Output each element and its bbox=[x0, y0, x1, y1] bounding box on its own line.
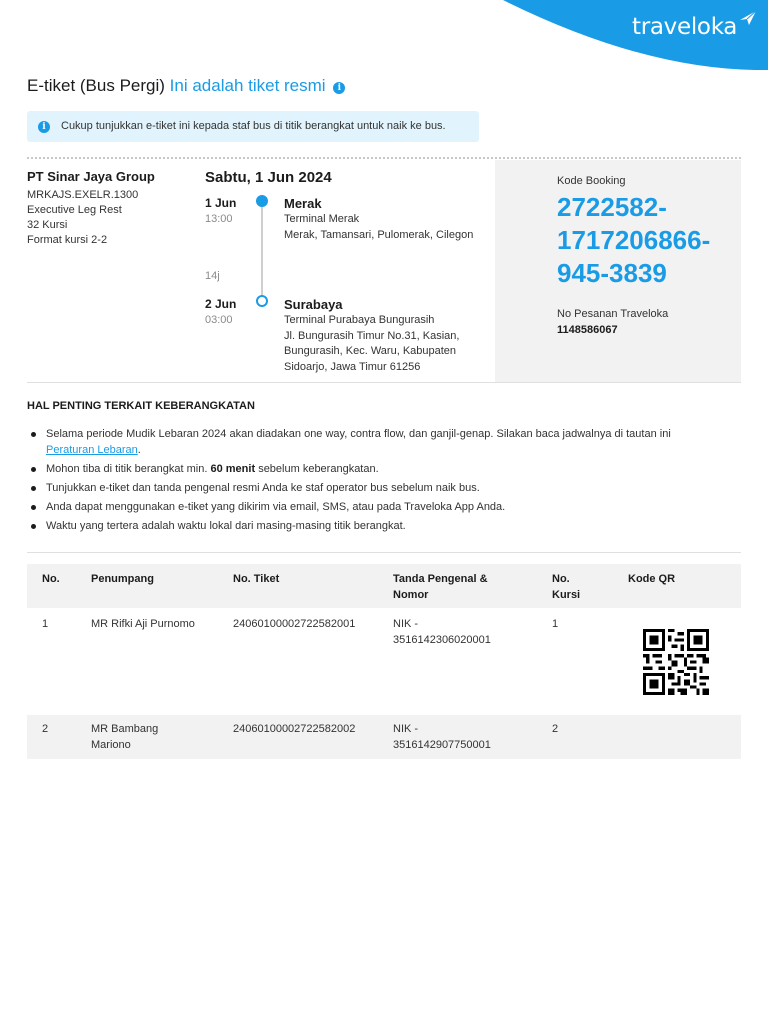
id-number: 3516142306020001 bbox=[393, 633, 491, 646]
header-line: Tanda Pengenal & bbox=[393, 573, 488, 585]
id-type: NIK - bbox=[393, 618, 419, 630]
divider bbox=[27, 157, 741, 159]
id-number: 3516142907750001 bbox=[393, 738, 491, 751]
note-text: Selama periode Mudik Lebaran 2024 akan diadakan one way, contra flow, dan ganjil-genap. Silakan baca jadwalnya di tautan ini bbox=[46, 428, 671, 440]
list-item: Tunjukkan e-tiket dan tanda pengenal resmi Anda ke staf operator bus sebelum naik bus. bbox=[27, 481, 741, 497]
column-header-id bbox=[393, 572, 488, 603]
booking-code-label: Kode Booking bbox=[557, 175, 626, 187]
info-icon: i bbox=[38, 121, 50, 133]
departure-date: 1 Jun bbox=[205, 196, 237, 210]
passenger-name bbox=[91, 722, 158, 753]
arrival-terminal: Terminal Purabaya Bungurasih bbox=[284, 314, 435, 326]
page-title bbox=[27, 76, 345, 96]
arrival-minutes: 60 menit bbox=[210, 462, 256, 475]
official-ticket-label: Ini adalah tiket resmi bbox=[169, 76, 326, 95]
column-header-passenger: Penumpang bbox=[91, 573, 154, 585]
trip-duration: 14j bbox=[205, 270, 220, 282]
bird-logo-icon bbox=[738, 8, 758, 28]
name-line: Mariono bbox=[91, 738, 131, 751]
column-header-qr: Kode QR bbox=[628, 573, 676, 585]
id-document bbox=[393, 722, 491, 753]
note-text: . bbox=[137, 443, 141, 456]
notice-text: Cukup tunjukkan e-tiket ini kepada staf bus di titik berangkat untuk naik ke bus. bbox=[61, 120, 446, 132]
operator-name: PT Sinar Jaya Group bbox=[27, 169, 155, 184]
column-header-ticket: No. Tiket bbox=[233, 573, 280, 585]
operator-info bbox=[27, 169, 155, 248]
header-line: No. bbox=[552, 573, 570, 585]
note-text: sebelum keberangkatan. bbox=[258, 462, 379, 475]
seat-format: Format kursi 2-2 bbox=[27, 234, 108, 246]
seat-count: 32 Kursi bbox=[27, 219, 68, 231]
departure-dot bbox=[256, 195, 268, 207]
trip-date: Sabtu, 1 Jun 2024 bbox=[205, 169, 332, 186]
list-item bbox=[27, 462, 741, 478]
passenger-no: 1 bbox=[42, 618, 49, 630]
divider bbox=[27, 382, 741, 383]
column-header-no: No. bbox=[42, 573, 60, 585]
id-document bbox=[393, 617, 491, 648]
ticket-number: 24060100002722582001 bbox=[233, 618, 356, 630]
ticket-number: 24060100002722582002 bbox=[233, 723, 356, 735]
important-notes-list bbox=[27, 427, 741, 538]
traveloka-logo: traveloka bbox=[632, 14, 738, 40]
arrival-time: 03:00 bbox=[205, 314, 233, 326]
departure-time: 13:00 bbox=[205, 213, 233, 225]
passenger-no: 2 bbox=[42, 723, 49, 735]
name-line: MR Bambang bbox=[91, 723, 159, 735]
list-item bbox=[27, 427, 741, 458]
arrival-dot bbox=[256, 295, 268, 307]
seat-number: 1 bbox=[552, 618, 559, 630]
list-item: Waktu yang tertera adalah waktu lokal dari masing-masing titik berangkat. bbox=[27, 519, 741, 535]
order-number-label: No Pesanan Traveloka bbox=[557, 308, 669, 320]
passenger-name: MR Rifki Aji Purnomo bbox=[91, 618, 195, 630]
lebaran-rules-link[interactable]: Peraturan Lebaran bbox=[46, 443, 138, 456]
list-item: Anda dapat menggunakan e-tiket yang dikirim via email, SMS, atau pada Traveloka App Anda. bbox=[27, 500, 741, 516]
order-number: 1148586067 bbox=[557, 324, 618, 336]
passenger-table-header bbox=[27, 564, 741, 608]
booking-code bbox=[557, 191, 737, 290]
ticket-type-title: E-tiket (Bus Pergi) bbox=[27, 76, 165, 95]
booking-panel bbox=[495, 160, 741, 382]
divider bbox=[27, 552, 741, 553]
column-header-seat bbox=[552, 572, 580, 603]
booking-code-line: 2722582- bbox=[557, 192, 667, 222]
booking-code-line: 945-3839 bbox=[557, 258, 667, 288]
header-line: Nomor bbox=[393, 588, 429, 601]
header-line: Kursi bbox=[552, 588, 581, 601]
arrival-date: 2 Jun bbox=[205, 297, 237, 311]
departure-city: Merak bbox=[284, 196, 322, 211]
bus-class: Executive Leg Rest bbox=[27, 204, 122, 216]
departure-address: Merak, Tamansari, Pulomerak, Cilegon bbox=[284, 228, 474, 241]
info-icon[interactable]: i bbox=[333, 82, 345, 94]
qr-code bbox=[641, 629, 711, 695]
booking-code-line: 1717206866- bbox=[557, 225, 711, 255]
boarding-notice bbox=[27, 111, 479, 142]
arrival-city: Surabaya bbox=[284, 297, 343, 312]
note-text: Mohon tiba di titik berangkat min. bbox=[46, 462, 208, 475]
seat-number: 2 bbox=[552, 723, 559, 735]
arrival-address: Jl. Bungurasih Timur No.31, Kasian, Bungurasih, Kec. Waru, Kabupaten Sidoarjo, Jawa Timur 61256 bbox=[284, 329, 460, 373]
departure-terminal: Terminal Merak bbox=[284, 213, 360, 225]
id-type: NIK - bbox=[393, 723, 419, 735]
table-row bbox=[27, 715, 741, 759]
bus-code: MRKAJS.EXELR.1300 bbox=[27, 189, 139, 201]
important-section-title: HAL PENTING TERKAIT KEBERANGKATAN bbox=[27, 400, 255, 412]
timeline-line bbox=[261, 205, 263, 299]
